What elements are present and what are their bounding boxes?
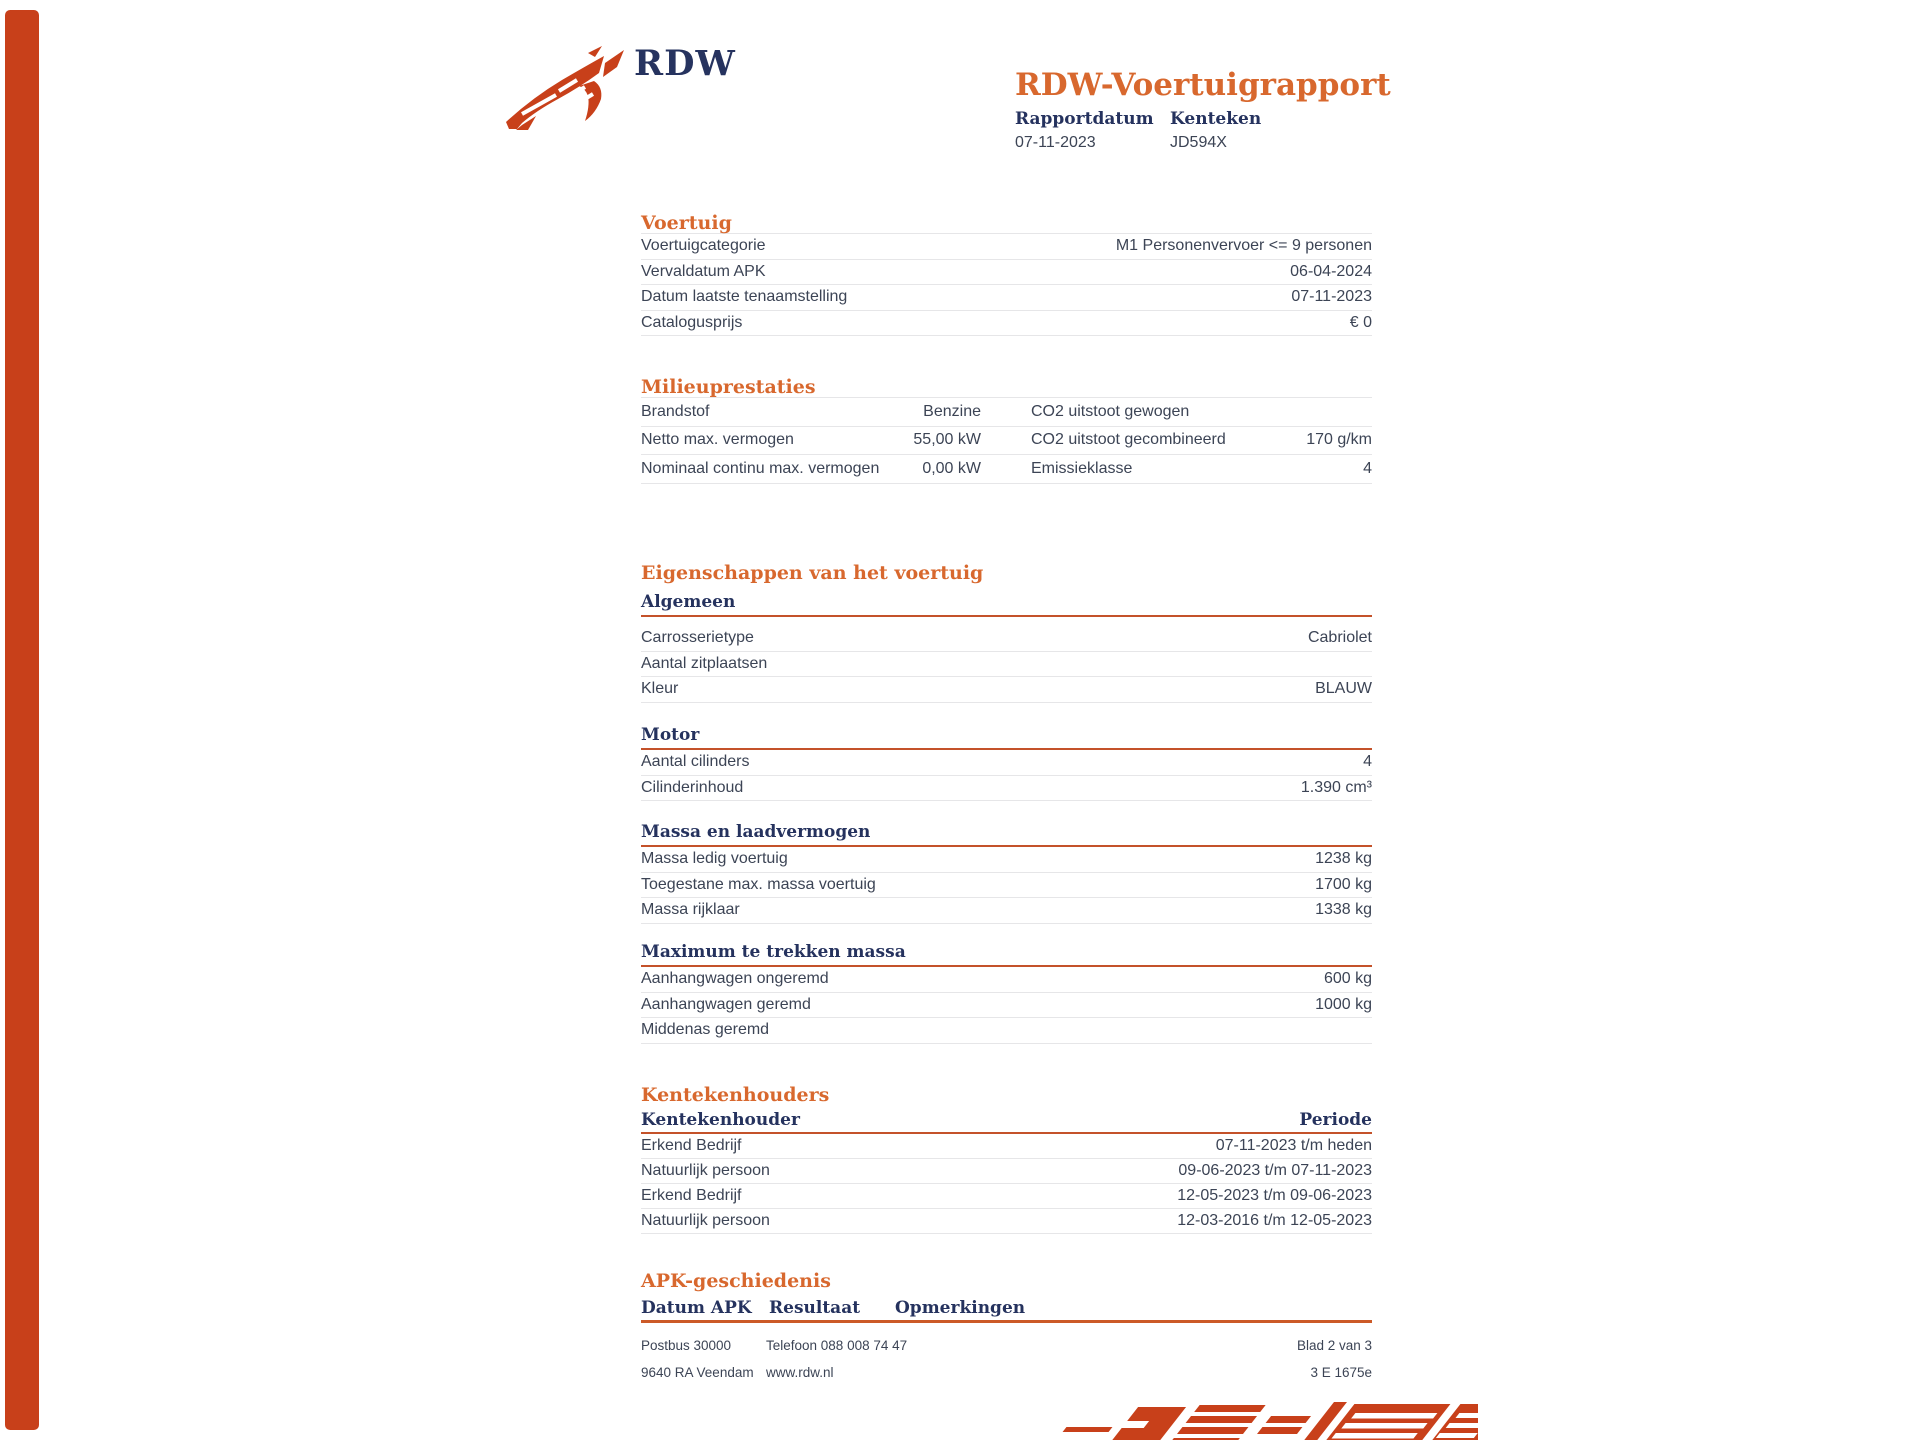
- kentekenhouders-column-headers: [641, 1109, 1372, 1134]
- row-label: Aantal zitplaatsen: [641, 654, 768, 672]
- table-row: [641, 260, 1372, 286]
- row-value: Cabriolet: [1307, 629, 1372, 647]
- table-row: [641, 750, 1372, 776]
- footer-document-code: 3 E 1675e: [1310, 1365, 1372, 1380]
- rdw-wordmark: RDW: [634, 43, 736, 84]
- table-row: [641, 311, 1372, 337]
- holder-name: Erkend Bedrijf: [641, 1137, 742, 1154]
- subsection-maximum-trekken-massa: [641, 942, 1372, 1044]
- row-label: Cilinderinhoud: [641, 778, 744, 796]
- section-title: Kentekenhouders: [641, 1084, 830, 1106]
- license-plate-label: Kenteken: [1170, 109, 1262, 129]
- row-value: 0,00 kW: [922, 459, 981, 477]
- section-eigenschappen-header: [641, 563, 1372, 583]
- holder-name: Natuurlijk persoon: [641, 1162, 770, 1179]
- holder-name: Natuurlijk persoon: [641, 1212, 770, 1229]
- table-row: [641, 776, 1372, 802]
- motor-table: [641, 750, 1372, 801]
- table-row: [641, 1018, 1372, 1044]
- row-value: 1.390 cm³: [1300, 778, 1372, 796]
- massa-table: [641, 847, 1372, 924]
- row-value: M1 Personenvervoer <= 9 personen: [1115, 237, 1372, 255]
- row-label: Massa rijklaar: [641, 901, 740, 919]
- row-value: 4: [1363, 753, 1372, 771]
- section-title: Milieuprestaties: [641, 376, 816, 398]
- holder-period: 12-03-2016 t/m 12-05-2023: [1177, 1212, 1372, 1229]
- row-label: Toegestane max. massa voertuig: [641, 875, 876, 893]
- subsection-title: Algemeen: [641, 592, 1372, 617]
- row-label: Middenas geremd: [641, 1021, 770, 1039]
- algemeen-table: [641, 626, 1372, 703]
- row-value: 1238 kg: [1315, 850, 1372, 868]
- holder-period: 07-11-2023 t/m heden: [1215, 1137, 1372, 1154]
- table-row: [641, 455, 1372, 484]
- report-date-label: Rapportdatum: [1015, 109, 1154, 129]
- milieu-table: [641, 397, 1372, 484]
- row-label: Brandstof: [641, 402, 710, 420]
- report-date-value: 07-11-2023: [1015, 134, 1096, 151]
- row-label: Catalogusprijs: [641, 313, 743, 331]
- table-row: [641, 873, 1372, 899]
- table-row: [641, 427, 1372, 456]
- footer-row: [641, 1365, 1372, 1380]
- section-voertuig: [641, 213, 1372, 336]
- kentekenhouders-table: [641, 1134, 1372, 1234]
- rdw-logo-icon: [502, 46, 632, 130]
- table-row: [641, 1209, 1372, 1234]
- left-accent-bar: [5, 10, 39, 1430]
- row-label: Kleur: [641, 680, 679, 698]
- row-value: 55,00 kW: [913, 431, 981, 449]
- subsection-massa-laadvermogen: [641, 822, 1372, 924]
- speed-lines-graphic: [1050, 1402, 1478, 1440]
- voertuig-table: [641, 233, 1372, 336]
- subsection-title: Maximum te trekken massa: [641, 942, 1372, 967]
- section-title: Eigenschappen van het voertuig: [641, 562, 984, 584]
- row-value: 07-11-2023: [1291, 288, 1372, 306]
- report-date-block: [1015, 108, 1154, 153]
- row-label: Aantal cilinders: [641, 753, 750, 771]
- table-row: [641, 1159, 1372, 1184]
- license-plate-value: JD594X: [1170, 134, 1227, 151]
- subsection-motor: [641, 725, 1372, 801]
- holder-name: Erkend Bedrijf: [641, 1187, 742, 1204]
- row-label: CO2 uitstoot gewogen: [1031, 402, 1190, 420]
- subsection-title: Massa en laadvermogen: [641, 822, 1372, 847]
- footer-row: [641, 1338, 1372, 1353]
- table-row: [641, 398, 1372, 427]
- section-milieuprestaties: [641, 377, 1372, 484]
- table-row: [641, 234, 1372, 260]
- row-value: € 0: [1349, 313, 1372, 331]
- row-label: Datum laatste tenaamstelling: [641, 288, 848, 306]
- page-title: RDW-Voertuigrapport: [1015, 66, 1391, 103]
- table-row: [641, 1134, 1372, 1159]
- row-value: BLAUW: [1315, 680, 1372, 698]
- row-label: Massa ledig voertuig: [641, 850, 788, 868]
- row-label: Carrosserietype: [641, 629, 754, 647]
- row-value: 170 g/km: [1306, 431, 1372, 449]
- row-value: 1338 kg: [1315, 901, 1372, 919]
- trekken-massa-table: [641, 967, 1372, 1044]
- row-value: 600 kg: [1323, 970, 1372, 988]
- holder-period: 09-06-2023 t/m 07-11-2023: [1178, 1162, 1372, 1179]
- table-row: [641, 677, 1372, 703]
- column-header-datum-apk: Datum APK: [641, 1298, 752, 1318]
- row-value: Benzine: [923, 402, 981, 420]
- footer-address-line1: Postbus 30000: [641, 1338, 732, 1353]
- row-label: Emissieklasse: [1031, 459, 1133, 477]
- section-title: Voertuig: [641, 212, 732, 234]
- column-header-opmerkingen: Opmerkingen: [895, 1298, 1026, 1318]
- column-header-resultaat: Resultaat: [769, 1298, 861, 1318]
- row-value: 4: [1363, 459, 1372, 477]
- row-label: Aanhangwagen ongeremd: [641, 970, 829, 988]
- section-apk-geschiedenis: [641, 1271, 1372, 1323]
- column-header-kentekenhouder: Kentekenhouder: [641, 1110, 800, 1130]
- table-row: [641, 1184, 1372, 1209]
- license-plate-block: [1170, 108, 1261, 153]
- subsection-title: Motor: [641, 725, 1372, 750]
- row-value: 06-04-2024: [1290, 262, 1372, 280]
- row-label: CO2 uitstoot gecombineerd: [1031, 431, 1226, 449]
- subsection-algemeen: [641, 592, 1372, 703]
- footer-phone: Telefoon 088 008 74 47: [766, 1338, 908, 1353]
- footer-website: www.rdw.nl: [766, 1365, 834, 1380]
- row-value: 1000 kg: [1315, 995, 1372, 1013]
- table-row: [641, 967, 1372, 993]
- column-header-periode: Periode: [1299, 1110, 1372, 1130]
- row-label: Voertuigcategorie: [641, 237, 766, 255]
- table-row: [641, 898, 1372, 924]
- row-label: Aanhangwagen geremd: [641, 995, 811, 1013]
- table-row: [641, 993, 1372, 1019]
- table-row: [641, 285, 1372, 311]
- apk-column-headers: [641, 1296, 1372, 1323]
- table-row: [641, 847, 1372, 873]
- table-row: [641, 626, 1372, 652]
- footer-address-line2: 9640 RA Veendam: [641, 1365, 754, 1380]
- row-label: Nominaal continu max. vermogen: [641, 459, 880, 477]
- footer-page-number: Blad 2 van 3: [1296, 1338, 1372, 1353]
- section-title: APK-geschiedenis: [641, 1270, 831, 1292]
- holder-period: 12-05-2023 t/m 09-06-2023: [1177, 1187, 1372, 1204]
- row-label: Vervaldatum APK: [641, 262, 766, 280]
- section-kentekenhouders: [641, 1085, 1372, 1234]
- row-label: Netto max. vermogen: [641, 431, 794, 449]
- row-value: 1700 kg: [1315, 875, 1372, 893]
- table-row: [641, 652, 1372, 678]
